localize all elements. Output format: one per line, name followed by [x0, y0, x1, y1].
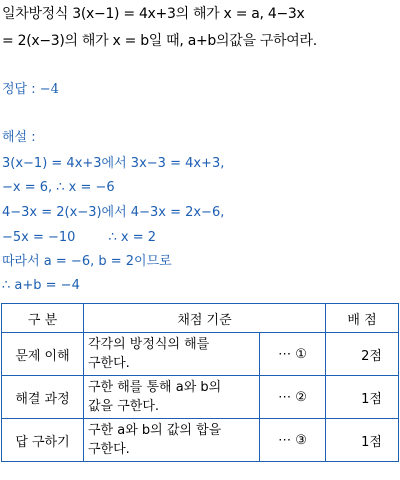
- criteria-line: 구한다.: [88, 356, 130, 371]
- table-row: [2, 419, 399, 462]
- row-criteria: [84, 419, 260, 462]
- answer-value: −4: [39, 82, 59, 97]
- solution-step: ∴ a+b = −4: [2, 278, 80, 293]
- solution-step: 3(x−1) = 4x+3에서 3x−3 = 4x+3,: [2, 156, 225, 171]
- row-score: 2점: [326, 333, 399, 376]
- header-score: 배 점: [326, 304, 399, 333]
- row-step-mark: ⋯ ②: [260, 376, 326, 419]
- row-section: 답 구하기: [2, 419, 84, 462]
- row-score: 1점: [326, 419, 399, 462]
- solution-step: 4−3x = 2(x−3)에서 4−3x = 2x−6,: [2, 205, 225, 220]
- criteria-line: 구한다.: [88, 442, 130, 457]
- criteria-line: 각각의 방정식의 해를: [88, 337, 210, 352]
- row-score: 1점: [326, 376, 399, 419]
- grading-table: [1, 303, 399, 462]
- row-section: 문제 이해: [2, 333, 84, 376]
- row-step-mark: ⋯ ①: [260, 333, 326, 376]
- header-criteria: 채점 기준: [84, 304, 326, 333]
- criteria-line: 값을 구한다.: [88, 399, 160, 414]
- table-row: [2, 333, 399, 376]
- table-row: [2, 376, 399, 419]
- solution-step: −x = 6, ∴ x = −6: [2, 180, 115, 195]
- solution-step: 따라서 a = −6, b = 2이므로: [2, 254, 172, 269]
- criteria-line: 구한 a와 b의 값의 합을: [88, 423, 222, 438]
- table-header-row: [2, 304, 399, 333]
- solution-label: 해설 :: [2, 130, 36, 145]
- row-criteria: [84, 333, 260, 376]
- answer-label: 정답 :: [2, 82, 36, 97]
- problem-line-2: = 2(x−3)의 해가 x = b일 때, a+b의값을 구하여라.: [2, 33, 317, 49]
- problem-line-1: 일차방정식 3(x−1) = 4x+3의 해가 x = a, 4−3x: [2, 6, 305, 22]
- criteria-line: 구한 해를 통해 a와 b의: [88, 380, 222, 395]
- row-criteria: [84, 376, 260, 419]
- row-step-mark: ⋯ ③: [260, 419, 326, 462]
- solution-step: −5x = −10 ∴ x = 2: [2, 230, 157, 245]
- answer-line: [2, 82, 59, 98]
- row-section: 해결 과정: [2, 376, 84, 419]
- header-section: 구 분: [2, 304, 84, 333]
